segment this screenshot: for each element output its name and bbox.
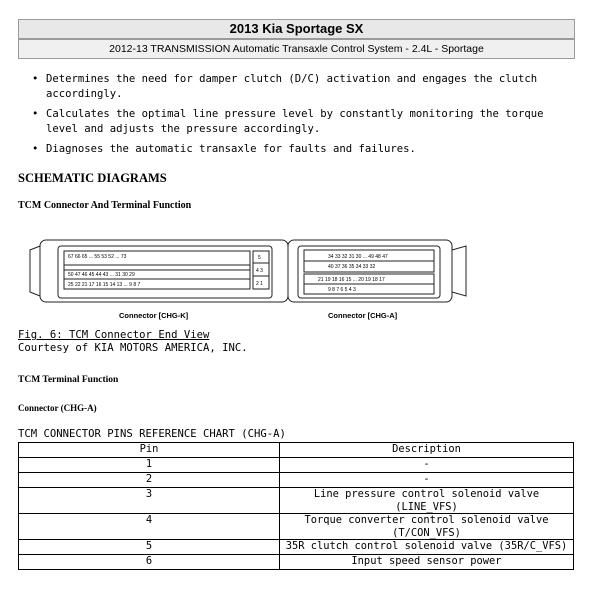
- connector-chg-a: [288, 240, 466, 302]
- subsection-heading: TCM Connector And Terminal Function: [18, 200, 192, 211]
- table-row: [19, 473, 574, 488]
- bullet-item: • Determines the need for damper clutch (D/C) activation and engages the clutch accordingly.: [32, 72, 557, 102]
- figure-caption-block: [18, 329, 248, 355]
- chg-a-pins-top: 34 33 32 31 30 ... 49 48 47: [328, 254, 388, 260]
- pin-cell: 6: [19, 555, 280, 570]
- chg-k-side-pin: 5: [258, 255, 261, 261]
- description-cell: Torque converter control solenoid valve (T/CON_VFS): [280, 514, 574, 540]
- connector-diagram: [18, 232, 578, 324]
- tcm-connector-figure: [18, 232, 578, 324]
- chg-k-side-pin: 4 3: [256, 268, 263, 274]
- table-header-row: [19, 443, 574, 458]
- pin-cell: 3: [19, 488, 280, 514]
- chg-k-pins-low: 25 22 21 17 16 15 14 13 ... 9 8 7: [68, 282, 141, 288]
- document-subtitle: 2012-13 TRANSMISSION Automatic Transaxle Control System - 2.4L - Sportage: [18, 39, 575, 59]
- document-title: 2013 Kia Sportage SX: [18, 19, 575, 39]
- chg-k-pins-top: 67 66 65 ... 55 53 52 ... 73: [68, 254, 127, 260]
- column-header-description: Description: [280, 443, 574, 458]
- table-title: TCM CONNECTOR PINS REFERENCE CHART (CHG-A): [18, 428, 286, 440]
- pin-cell: 2: [19, 473, 280, 488]
- description-cell: -: [280, 473, 574, 488]
- connector-chg-a-label: Connector [CHG-A]: [328, 311, 398, 320]
- chg-k-pin-labels: [68, 254, 263, 288]
- chg-a-pins-low: 9 8 7 6 5 4 3: [328, 287, 356, 293]
- table-row: [19, 488, 574, 514]
- connector-chg-k: [30, 240, 288, 302]
- pin-reference-table: [18, 442, 574, 570]
- function-bullet-list: [32, 72, 557, 162]
- table-row: [19, 540, 574, 555]
- chg-k-pins-bottom: 50 47 46 45 44 43 ... 31 30 29: [68, 272, 135, 278]
- connector-chg-k-label: Connector [CHG-K]: [119, 311, 189, 320]
- description-cell: Input speed sensor power: [280, 555, 574, 570]
- connector-heading: Connector (CHG-A): [18, 403, 97, 413]
- terminal-function-heading: TCM Terminal Function: [18, 375, 119, 385]
- chg-a-pins-bottom: 21 19 18 16 15 ... 20 19 18 17: [318, 277, 385, 283]
- table-row: [19, 514, 574, 540]
- chg-a-pins-mid: 40 37 36 35 34 33 32: [328, 264, 376, 270]
- description-cell: Line pressure control solenoid valve (LINE_VFS): [280, 488, 574, 514]
- description-cell: 35R clutch control solenoid valve (35R/C_VFS): [280, 540, 574, 555]
- pin-cell: 5: [19, 540, 280, 555]
- chg-k-side-pin: 2 1: [256, 281, 263, 287]
- bullet-item: • Calculates the optimal line pressure level by constantly monitoring the torque level and adjusts the pressure accordingly.: [32, 107, 557, 137]
- pin-cell: 4: [19, 514, 280, 540]
- pin-cell: 1: [19, 458, 280, 473]
- figure-caption: Fig. 6: TCM Connector End View: [18, 329, 210, 341]
- table-row: [19, 458, 574, 473]
- description-cell: -: [280, 458, 574, 473]
- table-row: [19, 555, 574, 570]
- section-heading: SCHEMATIC DIAGRAMS: [18, 171, 167, 185]
- figure-courtesy: Courtesy of KIA MOTORS AMERICA, INC.: [18, 342, 248, 354]
- bullet-item: • Diagnoses the automatic transaxle for faults and failures.: [32, 142, 557, 157]
- column-header-pin: Pin: [19, 443, 280, 458]
